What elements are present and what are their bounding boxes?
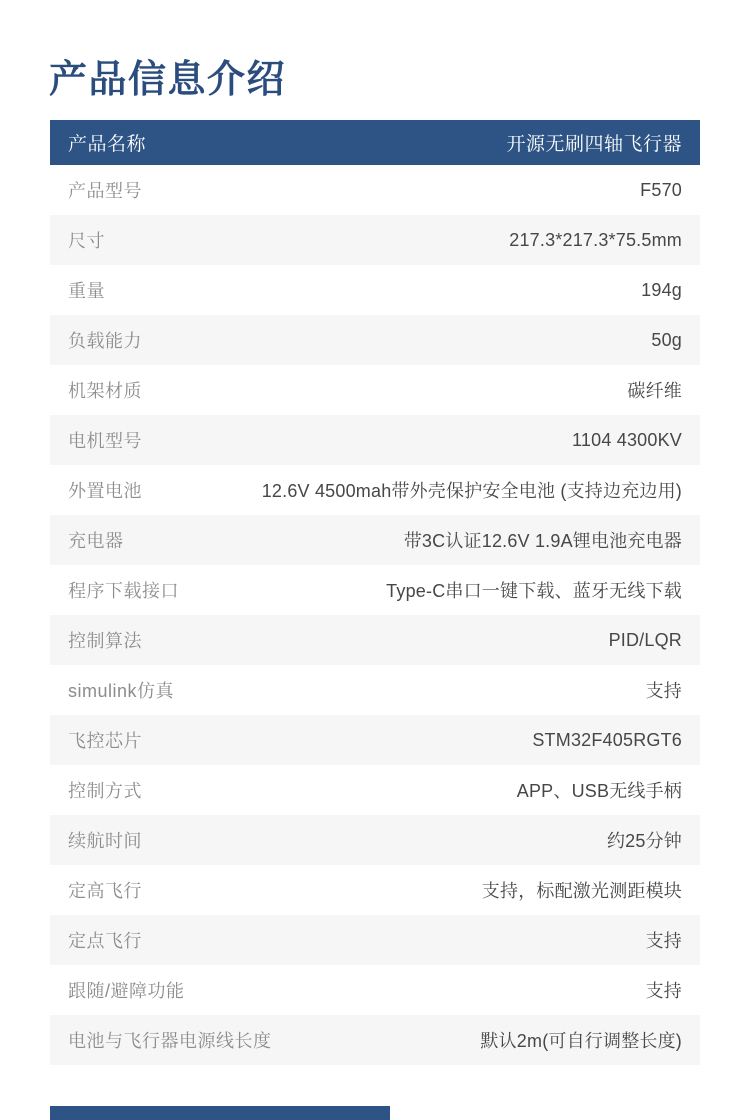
- spec-row-value: F570: [640, 179, 682, 200]
- page-title: 产品信息介绍: [49, 59, 287, 101]
- spec-row-label: 定高飞行: [68, 881, 142, 901]
- spec-row: [50, 165, 700, 215]
- spec-row: [50, 515, 700, 565]
- spec-row-value: 支持: [645, 981, 682, 1001]
- spec-row-label: 电池与飞行器电源线长度: [68, 1031, 272, 1051]
- spec-row: [50, 715, 700, 765]
- spec-row-value: 约25分钟: [606, 831, 682, 851]
- spec-row-label: simulink仿真: [68, 681, 175, 701]
- spec-row-value: 默认2m(可自行调整长度): [480, 1031, 682, 1051]
- spec-row: [50, 365, 700, 415]
- spec-row-value: 支持，标配激光测距模块: [481, 881, 682, 901]
- header-label: 产品名称: [68, 134, 147, 155]
- spec-row: [50, 465, 700, 515]
- spec-row-value: 碳纤维: [627, 381, 682, 401]
- spec-row: [50, 865, 700, 915]
- spec-row: [50, 265, 700, 315]
- spec-row-value: APP、USB无线手柄: [516, 781, 682, 801]
- spec-row: [50, 765, 700, 815]
- spec-row-value: 支持: [645, 681, 682, 701]
- spec-row-label: 控制方式: [68, 781, 142, 801]
- spec-row: [50, 665, 700, 715]
- spec-row: [50, 965, 700, 1015]
- spec-row-label: 产品型号: [68, 181, 142, 201]
- spec-row-value: 12.6V 4500mah带外壳保护安全电池 (支持边充边用): [261, 481, 682, 501]
- spec-row-label: 机架材质: [68, 381, 142, 401]
- spec-row-value: STM32F405RGT6: [532, 729, 682, 750]
- spec-row-value: 217.3*217.3*75.5mm: [509, 229, 682, 250]
- spec-row: [50, 415, 700, 465]
- spec-row-label: 外置电池: [68, 481, 142, 501]
- spec-table: [50, 120, 700, 1065]
- spec-row-label: 尺寸: [68, 231, 105, 251]
- spec-row-value: 支持: [645, 931, 682, 951]
- spec-row-value: 1104 4300KV: [572, 429, 682, 450]
- spec-table-body: [50, 165, 700, 1065]
- spec-row-label: 续航时间: [68, 831, 142, 851]
- spec-row: [50, 315, 700, 365]
- spec-row-value: 带3C认证12.6V 1.9A锂电池充电器: [403, 531, 682, 551]
- spec-row-label: 充电器: [68, 531, 124, 551]
- spec-row-label: 负载能力: [68, 331, 142, 351]
- spec-row: [50, 815, 700, 865]
- spec-table-header: [50, 120, 700, 165]
- spec-row-label: 定点飞行: [68, 931, 142, 951]
- spec-row-label: 程序下载接口: [68, 581, 179, 601]
- spec-row-label: 飞控芯片: [68, 731, 142, 751]
- spec-row-value: 194g: [641, 279, 682, 300]
- spec-row-value: 50g: [651, 329, 682, 350]
- spec-row-label: 控制算法: [68, 631, 142, 651]
- spec-row-label: 重量: [68, 281, 105, 301]
- spec-row: [50, 1015, 700, 1065]
- spec-row-value: Type-C串口一键下载、蓝牙无线下载: [386, 581, 682, 601]
- spec-row: [50, 565, 700, 615]
- spec-row: [50, 615, 700, 665]
- spec-row: [50, 215, 700, 265]
- spec-row-value: PID/LQR: [608, 629, 682, 650]
- spec-row-label: 跟随/避障功能: [68, 981, 185, 1001]
- header-value: 开源无刷四轴飞行器: [506, 134, 682, 155]
- next-section-header-partial: [50, 1106, 390, 1120]
- spec-row-label: 电机型号: [68, 431, 142, 451]
- spec-row: [50, 915, 700, 965]
